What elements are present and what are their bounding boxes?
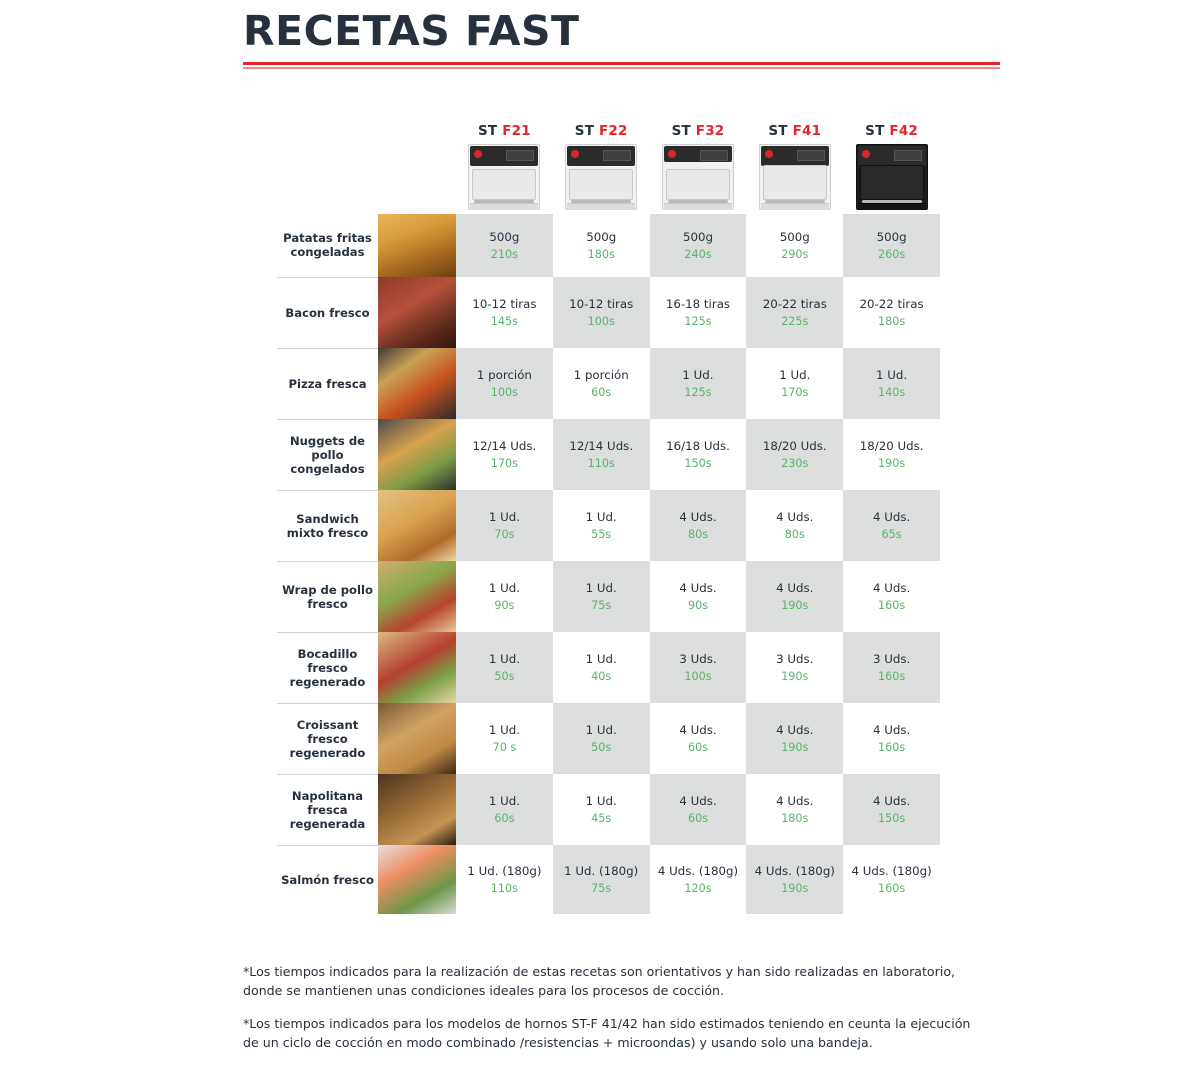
recipe-value-cell [746,632,843,703]
recipe-value-cell [746,561,843,632]
time-value: 50s [591,740,612,754]
recipe-name-cell: Pizza fresca [277,348,378,419]
recipe-value-cell [553,703,650,774]
model-prefix: ST [865,122,890,139]
time-value: 240s [684,247,712,261]
quantity-value: 500g [586,229,617,244]
model-code: F41 [792,122,822,139]
model-prefix: ST [574,122,599,139]
quantity-value: 20-22 tiras [762,296,827,311]
pizza-photo [378,348,456,419]
time-value: 145s [490,314,518,328]
quantity-value: 3 Uds. [679,651,717,666]
time-value: 70s [494,527,515,541]
recipe-value-cell [553,348,650,419]
recipe-name-cell: Bocadillo fresco regenerado [277,632,378,703]
quantity-value: 18/20 Uds. [762,438,827,453]
recipe-value-cell [843,419,940,490]
time-value: 160s [878,881,906,895]
time-value: 90s [687,598,709,612]
quantity-value: 1 Ud. [585,580,617,595]
recipe-value-cell [553,632,650,703]
oven-stf32-icon [662,144,734,210]
time-value: 180s [781,811,809,825]
model-code: F42 [889,122,919,139]
table-row [277,561,940,632]
table-row [277,774,940,845]
recipe-value-cell [456,214,553,277]
time-value: 60s [591,385,612,399]
time-value: 190s [878,456,906,470]
table-row [277,419,940,490]
time-value: 190s [781,598,809,612]
recipe-value-cell [650,632,747,703]
time-value: 225s [781,314,809,328]
oven-stf42-icon [856,144,928,210]
model-label-stf42 [843,123,940,139]
oven-stf22-icon [565,144,637,210]
time-value: 160s [878,669,906,683]
quantity-value: 1 Ud. (180g) [467,863,542,878]
model-label-stf32 [650,123,747,139]
header-spacer-image [378,118,456,214]
recipe-value-cell [553,561,650,632]
time-value: 150s [878,811,906,825]
time-value: 80s [687,527,709,541]
footnote-2: *Los tiempos indicados para los modelos de hornos ST-F 41/42 han sido estimados teniendo en ceunta la ejecución de un ciclo de cocción en modo combinado /resistencias + microondas) y usando solo una bandeja. [243,1016,971,1050]
time-value: 170s [490,456,518,470]
recipe-image-cell [378,214,456,277]
time-value: 100s [490,385,518,399]
recipe-value-cell [456,277,553,348]
quantity-value: 1 Ud. [682,367,714,382]
model-prefix: ST [477,122,503,139]
quantity-value: 1 porción [476,367,532,382]
baguette-sandwich-photo [378,632,456,703]
salmon-photo [378,845,456,914]
french-fries-photo [378,214,456,277]
model-header-stf41 [746,118,843,214]
quantity-value: 4 Uds. [679,509,717,524]
quantity-value: 3 Uds. [872,651,911,666]
time-value: 190s [781,669,809,683]
recipe-image-cell [378,348,456,419]
model-label-stf22 [553,123,650,139]
quantity-value: 16-18 tiras [665,296,731,311]
recipe-value-cell [843,632,940,703]
recipe-value-cell [456,774,553,845]
model-prefix: ST [768,122,793,139]
quantity-value: 1 Ud. [488,651,520,666]
time-value: 65s [881,527,902,541]
quantity-value: 500g [682,229,713,244]
recipe-name-cell: Salmón fresco [281,872,374,887]
recipe-value-cell [843,277,940,348]
footnotes [243,962,985,1066]
recipe-value-cell [553,845,650,914]
quantity-value: 4 Uds. [872,793,911,808]
recipe-image-cell [378,632,456,703]
table-row [277,845,940,914]
time-value: 50s [494,669,515,683]
recipe-value-cell [746,490,843,561]
table-row [277,490,940,561]
recipe-value-cell [650,561,747,632]
time-value: 45s [591,811,612,825]
recipe-value-cell [650,845,747,914]
model-header-stf21 [456,118,553,214]
recipe-image-cell [378,845,456,914]
time-value: 110s [490,881,518,895]
model-label-stf21 [456,123,553,139]
recipe-image-cell [378,277,456,348]
recipe-value-cell [746,214,843,277]
recipe-value-cell [843,214,940,277]
pain-au-chocolat-photo [378,774,456,845]
time-value: 190s [781,881,809,895]
model-code: F21 [502,122,531,139]
time-value: 120s [684,881,712,895]
time-value: 70 s [492,740,517,754]
oven-stf21-icon [468,144,540,210]
quantity-value: 1 Ud. [876,367,908,382]
recipe-value-cell [746,845,843,914]
time-value: 160s [878,740,906,754]
quantity-value: 1 porción [573,367,629,382]
recipe-name-cell: Nuggets de pollo congelados [277,419,378,490]
quantity-value: 1 Ud. [585,722,617,737]
time-value: 100s [587,314,615,328]
recipe-value-cell [843,348,940,419]
time-value: 100s [684,669,712,683]
time-value: 80s [784,527,805,541]
recipe-value-cell [456,561,553,632]
time-value: 230s [781,456,809,470]
time-value: 140s [878,385,906,399]
quantity-value: 18/20 Uds. [859,438,924,453]
recipe-value-cell [843,561,940,632]
quantity-value: 1 Ud. [585,509,617,524]
table-row [277,703,940,774]
recipe-value-cell [746,277,843,348]
time-value: 190s [781,740,809,754]
time-value: 160s [878,598,906,612]
table-header [277,118,940,214]
quantity-value: 4 Uds. [776,722,814,737]
recipe-value-cell [456,490,553,561]
quantity-value: 12/14 Uds. [569,438,634,453]
time-value: 75s [591,598,612,612]
quantity-value: 10-12 tiras [569,296,634,311]
time-value: 110s [587,456,615,470]
recipe-value-cell [650,277,747,348]
recipe-value-cell [650,774,747,845]
quantity-value: 4 Uds. [776,793,814,808]
recipe-value-cell [456,348,553,419]
quantity-value: 4 Uds. [776,509,814,524]
time-value: 60s [687,740,709,754]
quantity-value: 10-12 tiras [472,296,537,311]
footnote-1: *Los tiempos indicados para la realización de estas recetas son orientativos y han sido realizadas en laboratorio, donde se mantienen unas condiciones ideales para los procesos de cocción. [243,964,956,998]
recipe-value-cell [456,632,553,703]
recipe-value-cell [746,774,843,845]
recipe-name-cell: Napolitana fresca regenerada [277,774,378,845]
quantity-value: 4 Uds. [872,580,911,595]
model-header-stf42 [843,118,940,214]
recipe-value-cell [746,348,843,419]
time-value: 125s [684,385,712,399]
header-spacer-name [277,118,378,214]
quantity-value: 1 Ud. (180g) [564,863,639,878]
quantity-value: 1 Ud. [585,651,617,666]
time-value: 260s [878,247,906,261]
recipe-value-cell [650,348,747,419]
chicken-wrap-photo [378,561,456,632]
recipe-name-cell: Wrap de pollo fresco [277,561,378,632]
quantity-value: 4 Uds. [679,793,717,808]
quantity-value: 4 Uds. (180g) [754,863,835,878]
chicken-nuggets-photo [378,419,456,490]
model-header-row [277,118,940,214]
recipe-value-cell [456,703,553,774]
quantity-value: 4 Uds. [679,580,717,595]
quantity-value: 16/18 Uds. [666,438,730,453]
quantity-value: 1 Ud. [488,793,520,808]
time-value: 180s [878,314,906,328]
time-value: 75s [591,881,612,895]
time-value: 125s [684,314,712,328]
bacon-photo [378,277,456,348]
time-value: 290s [781,247,809,261]
quantity-value: 4 Uds. (180g) [851,863,932,878]
recipe-value-cell [553,490,650,561]
quantity-value: 4 Uds. (180g) [657,863,739,878]
quantity-value: 500g [779,229,810,244]
recipe-value-cell [843,774,940,845]
model-prefix: ST [671,122,696,139]
table-body [277,214,940,914]
quantity-value: 1 Ud. [488,722,520,737]
oven-stf41-icon [759,144,831,210]
page-title-wrap [243,6,1003,56]
table-row [277,632,940,703]
time-value: 40s [591,669,612,683]
recipe-image-cell [378,703,456,774]
quantity-value: 1 Ud. [779,367,811,382]
recipe-value-cell [553,277,650,348]
model-label-stf41 [746,123,843,139]
quantity-value: 4 Uds. [776,580,814,595]
page-title: RECETAS FAST [243,7,580,55]
model-header-stf32 [650,118,747,214]
recipe-value-cell [553,419,650,490]
recipe-value-cell [746,419,843,490]
recipe-image-cell [378,561,456,632]
recipe-name-cell: Bacon fresco [277,277,378,348]
time-value: 180s [587,247,615,261]
recipe-image-cell [378,774,456,845]
croissant-photo [378,703,456,774]
time-value: 90s [494,598,515,612]
time-value: 170s [781,385,809,399]
recipe-value-cell [843,490,940,561]
recipe-value-cell [650,490,747,561]
quantity-value: 1 Ud. [488,509,520,524]
quantity-value: 12/14 Uds. [472,438,537,453]
recipe-value-cell [553,774,650,845]
time-value: 60s [687,811,709,825]
recipe-name-cell: Croissant fresco regenerado [277,703,378,774]
quantity-value: 4 Uds. [872,722,911,737]
recipes-table [277,118,940,914]
sandwich-photo [378,490,456,561]
recipe-name-cell: Patatas fritas congeladas [277,214,378,277]
recipe-name-cell: Sandwich mixto fresco [277,490,378,561]
quantity-value: 500g [489,229,520,244]
quantity-value: 1 Ud. [488,580,520,595]
recipe-value-cell [456,845,553,914]
recipe-value-cell [650,703,747,774]
title-divider-bar-light [243,67,1000,69]
time-value: 210s [490,247,518,261]
time-value: 55s [591,527,612,541]
recipe-value-cell [746,703,843,774]
quantity-value: 4 Uds. [679,722,717,737]
table-row [277,214,940,277]
model-header-stf22 [553,118,650,214]
model-code: F32 [695,122,725,139]
quantity-value: 3 Uds. [776,651,814,666]
quantity-value: 4 Uds. [872,509,911,524]
title-divider [243,62,1000,70]
quantity-value: 20-22 tiras [859,296,924,311]
recipe-value-cell [650,214,747,277]
table-row [277,348,940,419]
recipe-image-cell [378,419,456,490]
recipe-value-cell [650,419,747,490]
model-code: F22 [599,122,628,139]
recipe-value-cell [843,703,940,774]
title-divider-bar [243,62,1000,65]
time-value: 60s [494,811,515,825]
quantity-value: 1 Ud. [585,793,617,808]
recipe-image-cell [378,490,456,561]
recipe-value-cell [843,845,940,914]
time-value: 150s [684,456,712,470]
recipe-value-cell [553,214,650,277]
table-row [277,277,940,348]
quantity-value: 500g [876,229,907,244]
recipe-value-cell [456,419,553,490]
